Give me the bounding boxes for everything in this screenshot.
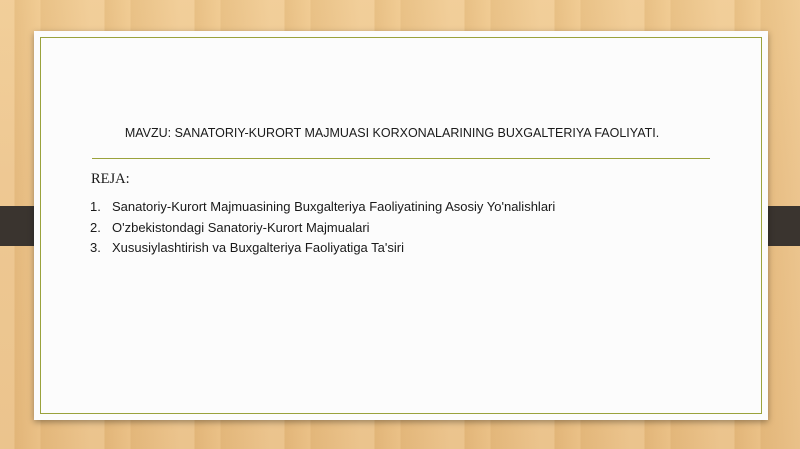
slide: [34, 31, 768, 420]
plan-list: [90, 197, 555, 259]
plan-item-text: Xususiylashtirish va Buxgalteriya Faoliyatiga Ta'siri: [112, 240, 404, 255]
title-divider: [92, 158, 710, 159]
plan-item-number: 2.: [90, 219, 101, 235]
plan-item: [90, 238, 555, 259]
plan-item-number: 3.: [90, 240, 101, 255]
plan-item-number: 1.: [90, 199, 101, 214]
slide-title: MAVZU: SANATORIY-KURORT MAJMUASI KORXONALARINING BUXGALTERIYA FAOLIYATI.: [124, 126, 660, 140]
plan-item-text: Sanatoriy-Kurort Majmuasining Buxgalteriya Faoliyatining Asosiy Yo'nalishlari: [112, 199, 556, 214]
plan-heading: REJA:: [91, 171, 130, 187]
plan-item: [90, 218, 555, 239]
plan-item: [90, 197, 555, 218]
plan-item-text: O'zbekistondagi Sanatoriy-Kurort Majmualari: [112, 219, 370, 235]
